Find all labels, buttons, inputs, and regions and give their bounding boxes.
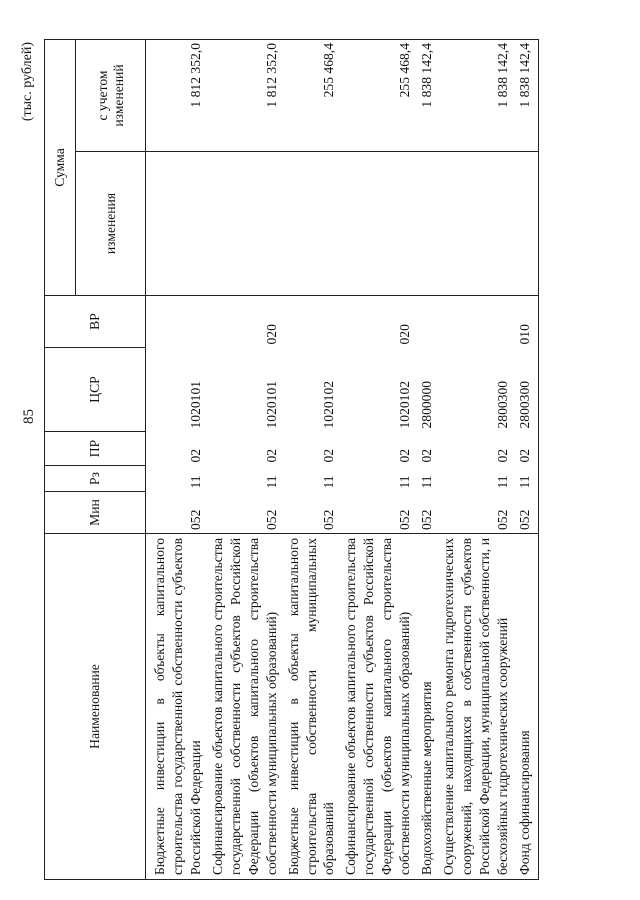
row-rz-code: 11 — [516, 466, 538, 492]
header-with-changes: с учетом изменений — [76, 40, 146, 152]
header-name: Наименование — [45, 534, 146, 880]
row-total-amount: 1 812 352,0 — [209, 40, 285, 152]
header-min: Мин — [45, 492, 146, 534]
row-rz-code: 11 — [494, 475, 510, 489]
header-vr: ВР — [45, 296, 146, 348]
row-total-amount: 1 838 142,4 — [418, 40, 440, 152]
row-change-amount — [516, 152, 538, 296]
table-row — [342, 40, 418, 880]
table-row — [516, 40, 538, 880]
header-change: изменения — [76, 152, 146, 296]
unit-note: (тыс. рублей) — [20, 42, 35, 122]
row-csr-code: 1020101 — [263, 380, 279, 429]
row-csr-code: 1020102 — [321, 380, 337, 429]
row-rz-code: 11 — [321, 475, 337, 489]
row-name: Софинансирование объектов капитального строительства государственной собственности субъектов Российской Федерации (объектов капитального строительства собственности муниципальных образований) — [209, 534, 285, 880]
row-name: Осуществление капитального ремонта гидротехнических сооружений, находящихся в собственности субъектов Российской Федерации, муниципальной собственности, и бесхозяйных гидротехнических сооружений — [440, 534, 516, 880]
row-min-code: 052 — [516, 492, 538, 534]
row-change-amount — [285, 152, 343, 296]
row-name: Бюджетные инвестиции в объекты капитального строительства собственности муниципальных образований — [285, 534, 343, 880]
header-csr: ЦСР — [45, 348, 146, 432]
row-pr-code: 02 — [494, 448, 510, 463]
row-total-amount: 1 838 142,4 — [516, 40, 538, 152]
row-change-amount — [342, 152, 418, 296]
row-name: Бюджетные инвестиции в объекты капитального строительства государственной собственности субъектов Российской Федерации — [146, 534, 209, 880]
header-pr: ПР — [45, 432, 146, 466]
row-change-amount — [146, 152, 209, 296]
row-pr-code: 02 — [187, 448, 203, 463]
row-rz-code: 11 — [187, 475, 203, 489]
row-csr-code: 2800300 — [516, 348, 538, 432]
row-name: Фонд софинансирования — [516, 534, 538, 880]
row-total-amount: 1 812 352,0 — [146, 40, 209, 152]
table-row — [440, 40, 516, 880]
header-row-1 — [45, 40, 76, 880]
header-rz: Рз — [45, 466, 146, 492]
table-row — [209, 40, 285, 880]
row-name: Водохозяйственные мероприятия — [418, 534, 440, 880]
row-min-code: 052 — [440, 492, 516, 534]
page-number: 85 — [21, 409, 37, 424]
row-vr-code — [418, 296, 440, 348]
table-body — [146, 40, 539, 880]
rotated-page-content — [10, 40, 570, 880]
row-min-code: 052 — [418, 492, 440, 534]
row-pr-code: 02 — [263, 448, 279, 463]
row-change-amount — [418, 152, 440, 296]
row-min-code: 052 — [285, 492, 343, 534]
row-csr-code: 2800000 — [419, 380, 435, 429]
row-rz-code: 11 — [397, 475, 413, 489]
row-pr-code: 02 — [321, 448, 337, 463]
row-vr-code — [440, 296, 516, 348]
row-csr-code: 1020102 — [397, 380, 413, 429]
row-csr-code: 2800300 — [494, 380, 510, 429]
row-min-code: 052 — [342, 492, 418, 534]
table-row — [418, 40, 440, 880]
table-row — [285, 40, 343, 880]
row-rz-code: 11 — [419, 475, 435, 489]
row-min-code: 052 — [146, 492, 209, 534]
row-csr-code: 1020101 — [187, 380, 203, 429]
row-pr-code: 02 — [419, 448, 435, 463]
row-total-amount: 1 838 142,4 — [440, 40, 516, 152]
row-vr-code: 020 — [342, 296, 418, 348]
row-vr-code — [285, 296, 343, 348]
row-total-amount: 255 468,4 — [342, 40, 418, 152]
header-sum: Сумма — [45, 40, 76, 296]
row-vr-code: 010 — [516, 296, 538, 348]
row-total-amount: 255 468,4 — [285, 40, 343, 152]
row-name: Софинансирование объектов капитального строительства государственной собственности субъектов Российской Федерации (объектов капитального строительства собственности муниципальных образований) — [342, 534, 418, 880]
row-change-amount — [209, 152, 285, 296]
row-pr-code: 02 — [397, 448, 413, 463]
table-row — [146, 40, 209, 880]
row-rz-code: 11 — [263, 475, 279, 489]
row-vr-code: 020 — [209, 296, 285, 348]
row-change-amount — [440, 152, 516, 296]
row-min-code: 052 — [209, 492, 285, 534]
budget-table — [44, 39, 539, 880]
row-pr-code: 02 — [516, 432, 538, 466]
row-vr-code — [146, 296, 209, 348]
